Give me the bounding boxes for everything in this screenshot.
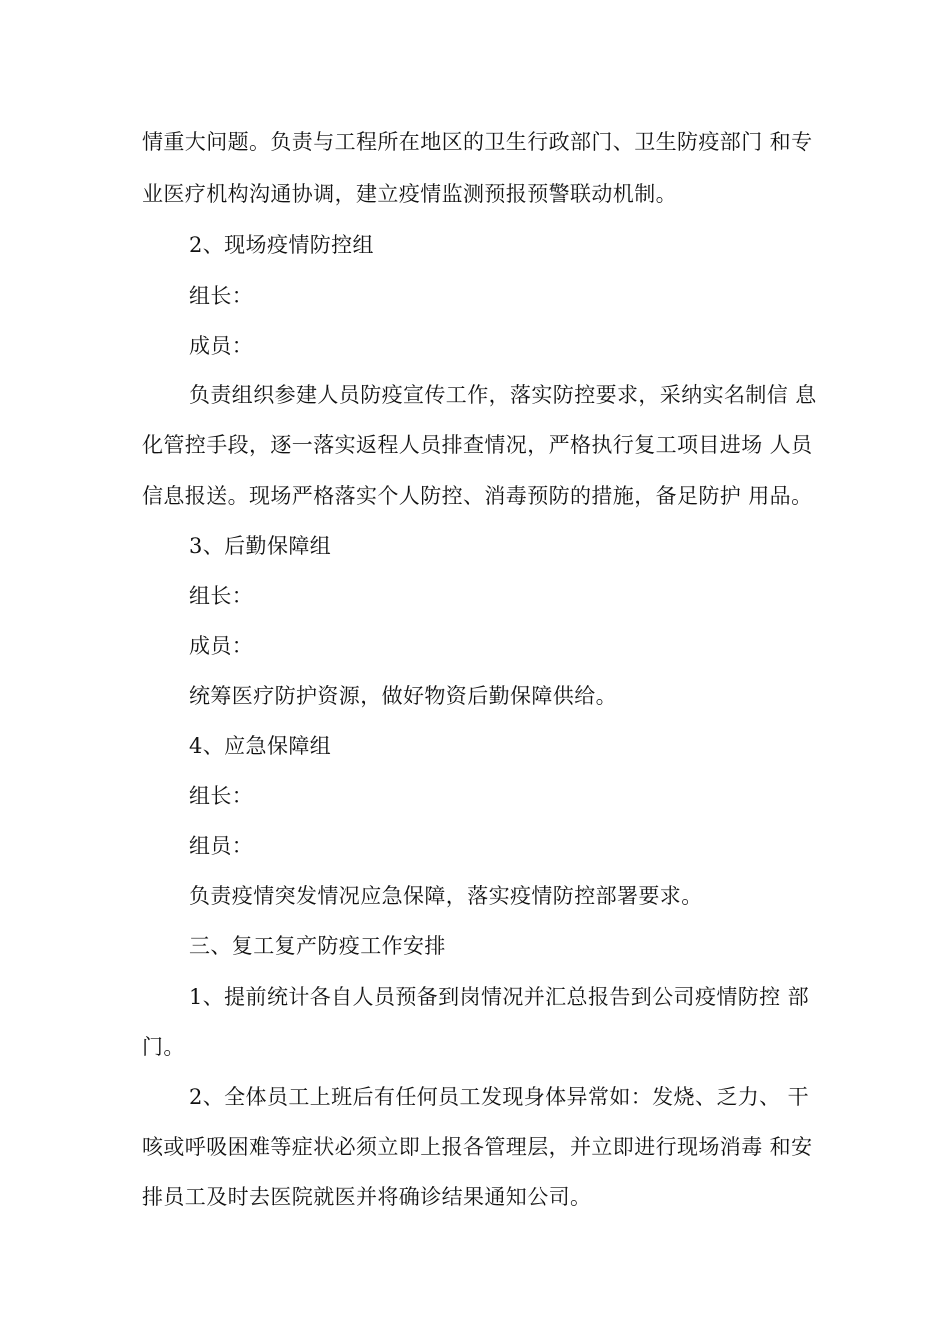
section-heading: 2、现场疫情防控组: [189, 233, 374, 257]
paragraph-line: 信息报送。现场严格落实个人防控、消毒预防的措施，备足防护 用品。: [142, 484, 813, 508]
paragraph-line: 负责疫情突发情况应急保障，落实疫情防控部署要求。: [189, 884, 703, 908]
paragraph-line: 负责组织参建人员防疫宣传工作，落实防控要求，采纳实名制信 息: [189, 383, 817, 407]
leader-label: 组长：: [189, 584, 254, 608]
paragraph-line: 2、全体员工上班后有任何员工发现身体异常如：发烧、乏力、 干: [189, 1085, 810, 1109]
paragraph-line: 业医疗机构沟通协调，建立疫情监测预报预警联动机制。: [142, 182, 677, 206]
member-label: 成员：: [189, 634, 254, 658]
leader-label: 组长：: [189, 784, 254, 808]
section-heading: 4、应急保障组: [189, 734, 332, 758]
paragraph-line: 咳或呼吸困难等症状必须立即上报各管理层，并立即进行现场消毒 和安: [142, 1135, 813, 1159]
section-heading: 三、复工复产防疫工作安排: [189, 934, 446, 958]
paragraph-line: 1、提前统计各自人员预备到岗情况并汇总报告到公司疫情防控 部: [189, 985, 810, 1009]
paragraph-line: 化管控手段，逐一落实返程人员排查情况，严格执行复工项目进场 人员: [142, 433, 813, 457]
member-label: 成员：: [189, 334, 254, 358]
section-heading: 3、后勤保障组: [189, 534, 332, 558]
member-label: 组员：: [189, 834, 254, 858]
paragraph-line: 情重大问题。负责与工程所在地区的卫生行政部门、卫生防疫部门 和专: [142, 130, 813, 154]
paragraph-line: 门。: [142, 1035, 185, 1059]
leader-label: 组长：: [189, 284, 254, 308]
paragraph-line: 排员工及时去医院就医并将确诊结果通知公司。: [142, 1185, 592, 1209]
paragraph-line: 统筹医疗防护资源，做好物资后勤保障供给。: [189, 684, 617, 708]
